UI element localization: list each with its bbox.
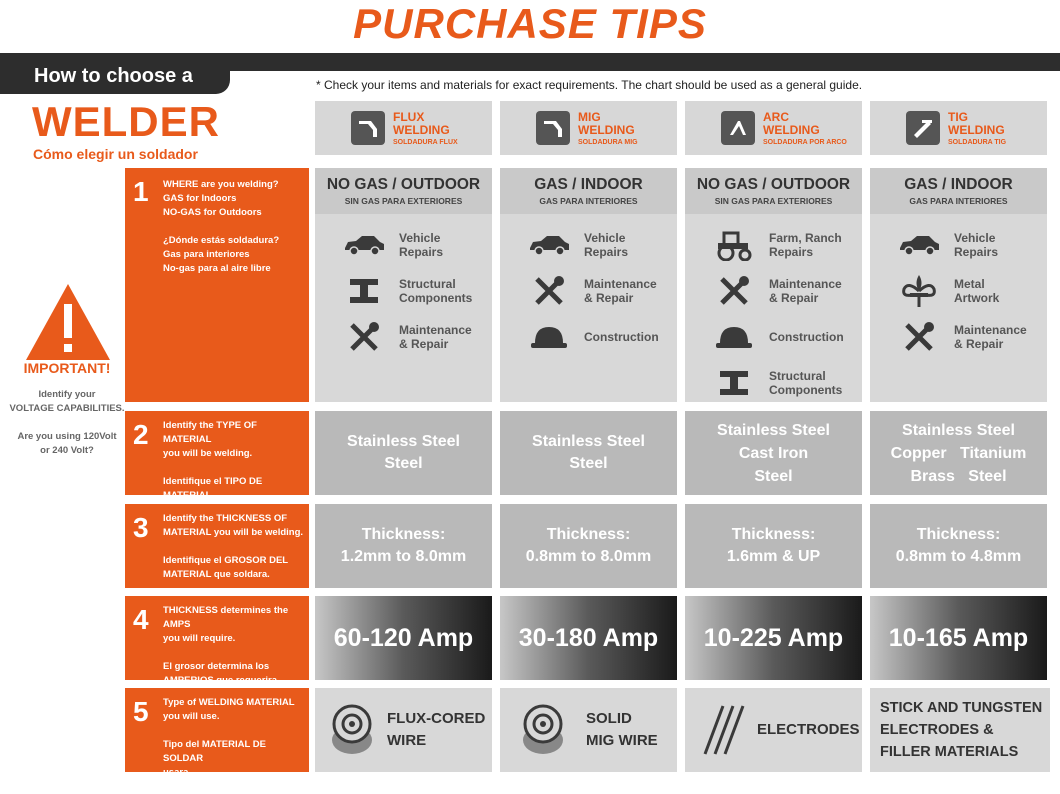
material-cell-arc [685,411,862,495]
where-title: NO GAS / OUTDOOR [696,176,851,193]
i-beam-icon [711,365,757,401]
application-label: & Repair [769,291,819,305]
application-label: Vehicle [584,231,626,245]
hardhat-icon [711,319,757,355]
welder-subheading: Cómo elegir un soldador [33,146,198,162]
thickness-cell-mig [500,504,677,588]
thickness-value: 1.2mm to 8.0mm [340,548,467,565]
voltage-note [0,388,134,472]
step-2 [125,411,309,501]
column-sub: SOLDADURA MIG [578,138,638,146]
flux-welding-icon [351,111,385,145]
step-text: ¿Dónde estás soldadura? [163,235,280,246]
column-header-flux [315,101,492,155]
application-label: Structural [769,369,826,383]
step-number: 3 [133,512,149,543]
step-text: WHERE are you welding? [163,179,279,190]
application-label: Repairs [769,245,814,259]
application-label: Repairs [584,245,629,259]
step-text: Identifique el GROSOR DEL [163,555,289,566]
car-icon [896,227,942,263]
step-text: Tipo del MATERIAL DE SOLDAR [163,739,266,764]
application-item [526,314,677,360]
electrodes-icon [699,702,749,758]
guide-note: * Check your items and materials for exact requirements. The chart should be used as a general guide. [316,78,863,92]
application-item [711,360,862,406]
application-item [896,268,1047,314]
application-item [526,268,677,314]
application-label: Maintenance [399,323,472,337]
material-label: Brass Steel [910,467,1007,485]
thickness-value: 1.6mm & UP [726,548,821,565]
wire-spool-icon [329,702,375,758]
material-type-label: WIRE [387,732,427,749]
application-label: Repairs [399,245,444,259]
where-cell-arc [685,168,862,402]
column-sub: SOLDADURA TIG [948,138,1007,146]
important-label: IMPORTANT! [23,360,111,376]
thickness-cell-tig [870,504,1047,588]
material-type-cell-arc [685,688,862,772]
material-label: Stainless Steel [532,433,645,450]
step-number: 1 [133,176,149,207]
application-label: Maintenance [769,277,842,291]
application-label: & Repair [954,337,1004,351]
column-sub: SOLDADURA FLUX [393,138,458,146]
step-text: MATERIAL que soldara. [163,569,270,580]
arc-welding-icon [721,111,755,145]
thickness-cell-arc [685,504,862,588]
mig-welding-icon [536,111,570,145]
how-to-heading: How to choose a [0,60,230,94]
voltage-line-2: VOLTAGE CAPABILITIES. [9,403,125,414]
material-label: Steel [754,467,793,485]
application-label: Construction [769,330,844,344]
where-cell-mig [500,168,677,402]
thickness-value: 0.8mm to 4.8mm [895,548,1022,565]
car-icon [526,227,572,263]
step-text: usara. [163,767,191,778]
application-item [711,222,862,268]
voltage-line-3: Are you using 120Volt [17,431,117,442]
column-title-1: MIG [578,109,601,124]
step-text: No-gas para al aire libre [163,263,271,274]
where-cell-tig [870,168,1047,402]
material-label: Copper Titanium [890,444,1027,462]
step-1 [125,168,309,402]
step-number: 4 [133,604,149,635]
application-label: Vehicle [954,231,996,245]
where-title: GAS / INDOOR [904,176,1013,193]
where-cell-flux [315,168,492,402]
step-text: THICKNESS determines the AMPS [163,605,289,630]
application-item [526,222,677,268]
application-label: Construction [584,330,659,344]
step-text: AMPERIOS que requerira. [163,675,280,686]
material-type-label: ELECTRODES & [880,722,994,738]
material-type-label: SOLID [586,710,632,727]
column-sub: SOLDADURA POR ARCO [763,138,847,146]
step-number: 5 [133,696,149,727]
step-text: Identifique el TIPO DE MATERIAL [163,476,263,501]
application-item [711,314,862,360]
application-item [341,268,492,314]
application-label: & Repair [399,337,449,351]
wire-spool-icon [520,702,566,758]
material-label: Stainless Steel [902,421,1015,439]
material-label: Cast Iron [738,444,809,462]
material-type-label: MIG WIRE [586,732,658,749]
application-label: Structural [399,277,456,291]
thickness-label: Thickness: [731,526,816,543]
warning-icon [24,282,112,362]
application-label: Farm, Ranch [769,231,842,245]
material-type-cell-mig [500,688,677,772]
fleur-icon [896,273,942,309]
step-text: El grosor determina los [163,661,270,672]
step-text: you will use. [163,711,220,722]
tig-welding-icon [906,111,940,145]
step-number: 2 [133,419,149,450]
step-text: GAS for Indoors [163,193,237,204]
application-label: Repairs [954,245,999,259]
material-type-cell-tig [870,688,1050,772]
material-type-label: FLUX-CORED [387,710,486,727]
material-label: Steel [569,455,608,472]
material-type-label: ELECTRODES [757,721,860,738]
where-title: NO GAS / OUTDOOR [326,176,481,193]
where-subtitle: GAS PARA INTERIORES [909,196,1008,206]
application-label: Components [769,383,843,397]
step-text: NO-GAS for Outdoors [163,207,262,218]
application-item [341,314,492,360]
material-cell-tig [870,411,1047,495]
application-item [896,314,1047,360]
step-text: you will require. [163,633,236,644]
step-5 [125,688,309,778]
where-subtitle: SIN GAS PARA EXTERIORES [714,196,833,206]
voltage-line-4: or 240 Volt? [40,445,94,456]
material-label: Stainless Steel [347,433,460,450]
column-title-1: ARC [763,109,789,124]
thickness-label: Thickness: [361,526,446,543]
tools-icon [526,273,572,309]
step-text: Type of WELDING MATERIAL [163,697,295,708]
tractor-icon [711,227,757,263]
i-beam-icon [341,273,387,309]
car-icon [341,227,387,263]
thickness-label: Thickness: [916,526,1001,543]
where-subtitle: SIN GAS PARA EXTERIORES [344,196,463,206]
material-cell-flux [315,411,492,495]
where-title: GAS / INDOOR [534,176,643,193]
material-type-cell-flux [315,688,492,772]
amp-cell-tig: 10-165 Amp [870,596,1047,680]
application-label: Maintenance [584,277,657,291]
step-text: Gas para interiores [163,249,250,260]
column-header-tig [870,101,1047,155]
column-title-2: WELDING [578,122,635,137]
thickness-value: 0.8mm to 8.0mm [525,548,652,565]
step-4 [125,596,309,686]
application-item [711,268,862,314]
step-text: Identify the THICKNESS OF [163,513,288,524]
where-subtitle: GAS PARA INTERIORES [539,196,638,206]
amp-cell-arc: 10-225 Amp [685,596,862,680]
material-type-label: STICK AND TUNGSTEN [880,700,1043,716]
tools-icon [711,273,757,309]
application-label: Metal [954,277,985,291]
application-item [341,222,492,268]
material-type-label: FILLER MATERIALS [880,744,1019,760]
column-title-1: TIG [948,109,968,124]
thickness-cell-flux [315,504,492,588]
material-cell-mig [500,411,677,495]
step-text: you will be welding. [163,448,253,459]
material-label: Steel [384,455,423,472]
material-label: Stainless Steel [717,421,830,439]
tools-icon [896,319,942,355]
welder-heading: WELDER [32,98,220,145]
application-label: & Repair [584,291,634,305]
column-title-2: WELDING [393,122,450,137]
column-header-arc [685,101,862,155]
thickness-label: Thickness: [546,526,631,543]
application-label: Artwork [954,291,1000,305]
application-label: Vehicle [399,231,441,245]
column-title-2: WELDING [763,122,820,137]
voltage-line-1: Identify your [38,389,96,400]
step-text: Identify the TYPE OF MATERIAL [163,420,257,445]
application-item [896,222,1047,268]
column-header-mig [500,101,677,155]
amp-cell-flux: 60-120 Amp [315,596,492,680]
application-label: Components [399,291,473,305]
step-text: MATERIAL you will be welding. [163,527,304,538]
tools-icon [341,319,387,355]
application-label: Maintenance [954,323,1027,337]
column-title-2: WELDING [948,122,1005,137]
column-title-1: FLUX [393,109,425,124]
step-3 [125,504,309,588]
page-title: PURCHASE TIPS [353,0,707,47]
amp-cell-mig: 30-180 Amp [500,596,677,680]
hardhat-icon [526,319,572,355]
